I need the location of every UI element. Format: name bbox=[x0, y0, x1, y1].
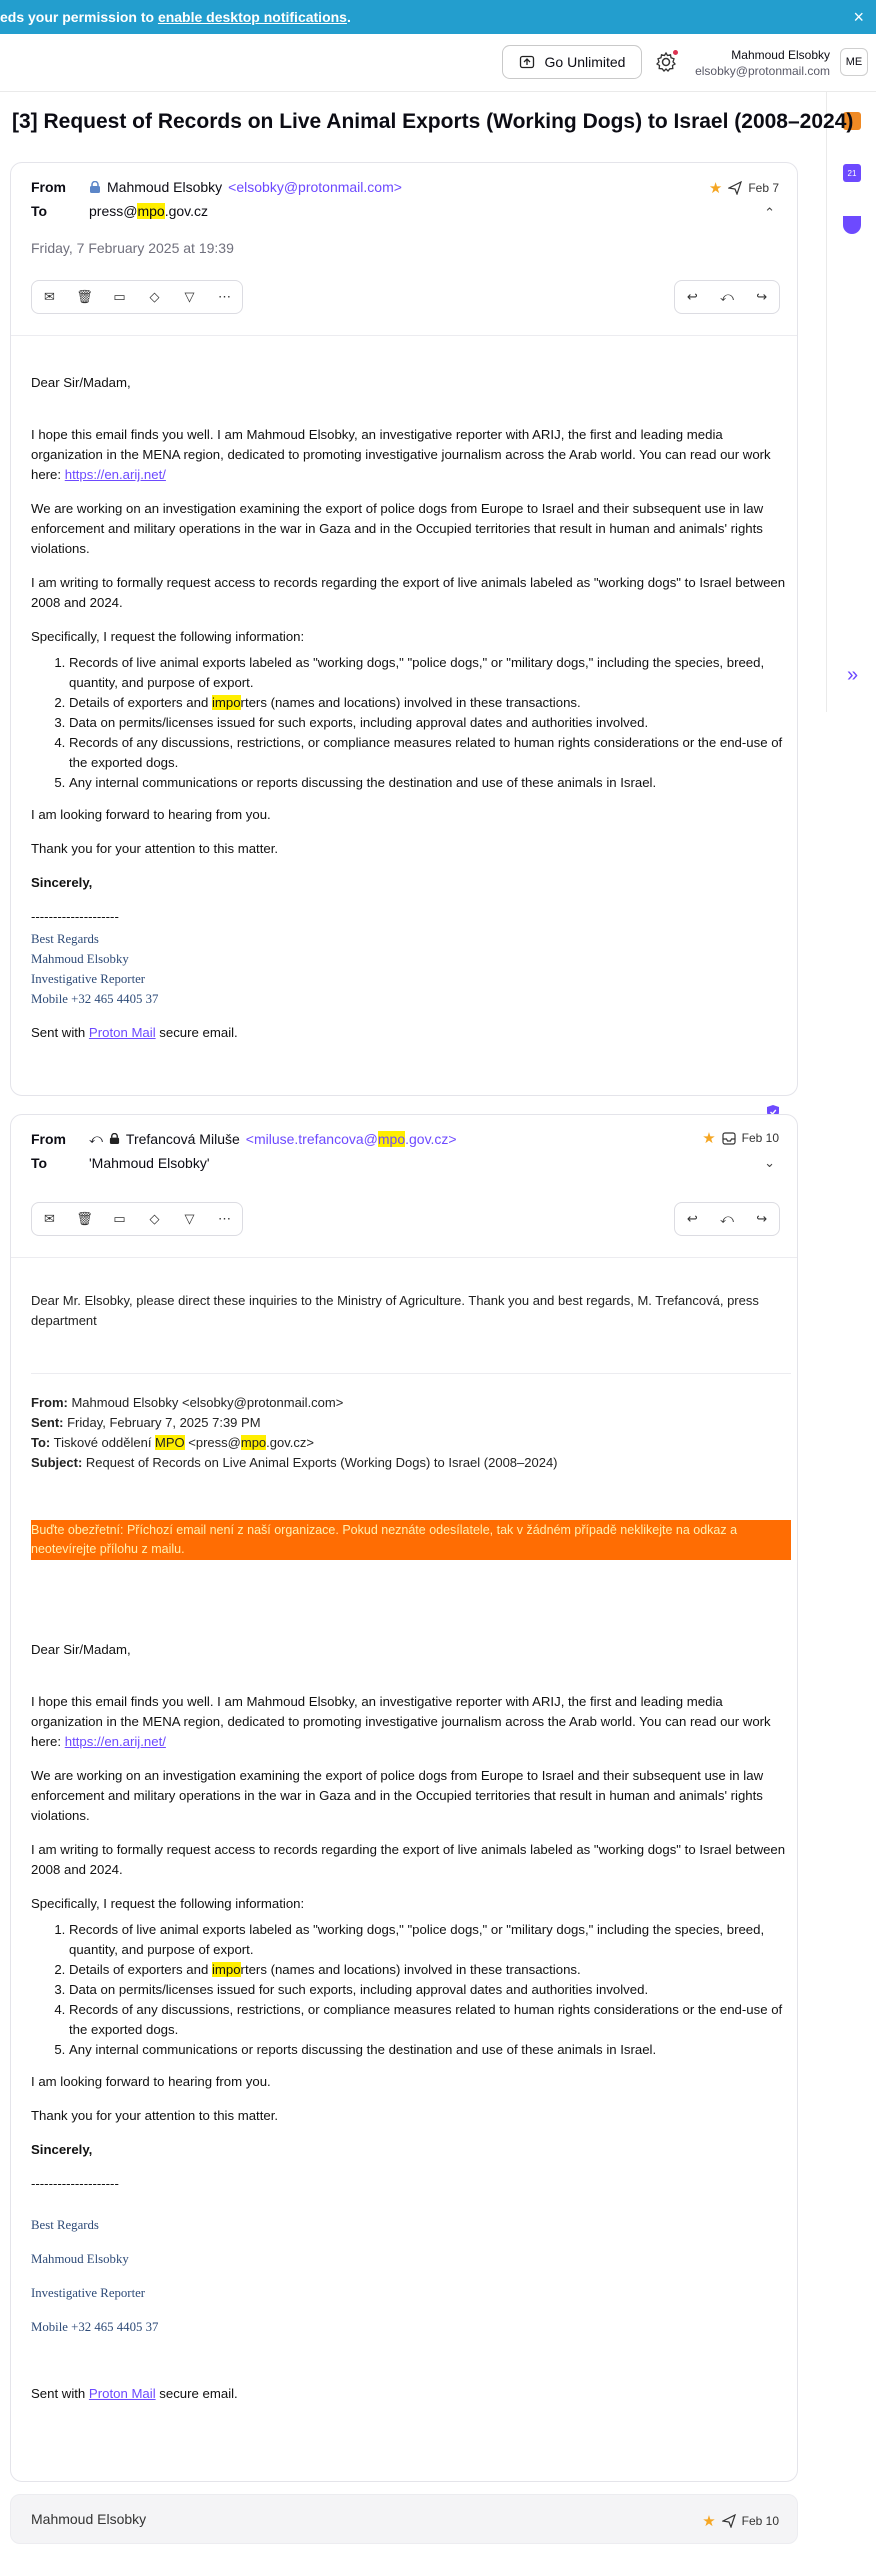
from-label: From bbox=[31, 1131, 66, 1147]
message-meta bbox=[709, 179, 779, 197]
fwd-sent-value: Friday, February 7, 2025 7:39 PM bbox=[63, 1415, 261, 1430]
signature-line: Mahmoud Elsobky bbox=[31, 952, 129, 966]
recipient-prefix: press@ bbox=[89, 203, 138, 219]
top-bar bbox=[0, 34, 876, 92]
fwd-from-value: Mahmoud Elsobky <elsobky@protonmail.com> bbox=[67, 1395, 344, 1410]
list-item: 3. Data on permits/licenses issued for such exports, including approval dates and authorities involved. bbox=[69, 1980, 791, 2000]
message-card-1 bbox=[10, 162, 798, 1096]
paragraph-looking-forward: I am looking forward to hearing from you. bbox=[31, 807, 271, 822]
external-sender-warning bbox=[31, 1520, 791, 1560]
banner-text: eds your permission to bbox=[0, 9, 158, 25]
reply-icon[interactable]: ↩ bbox=[686, 289, 698, 304]
greeting: Dear Sir/Madam, bbox=[31, 375, 131, 390]
calendar-icon[interactable]: 21 bbox=[843, 164, 861, 182]
quote-divider bbox=[31, 1373, 791, 1374]
signature-line: Mobile +32 465 4405 37 bbox=[31, 992, 159, 1006]
li2-pre: Details of exporters and bbox=[69, 695, 212, 710]
paragraph-investigation: We are working on an investigation examining the export of police dogs from Europe to Israel and their subsequent use in law enforcement and military operations in the war in Gaza and in the Occupied territories that result in human and animals' rights violations. bbox=[31, 1768, 764, 1823]
notification-banner bbox=[0, 0, 876, 34]
li2-post: rters (names and locations) involved in these transactions. bbox=[240, 1962, 581, 1977]
sent-with-pre: Sent with bbox=[31, 1025, 89, 1040]
from-row bbox=[31, 1131, 457, 1147]
avatar[interactable]: ME bbox=[840, 48, 868, 76]
filter-icon[interactable]: ▽ bbox=[184, 1211, 195, 1226]
from-label: From bbox=[31, 179, 66, 195]
go-unlimited-label: Go Unlimited bbox=[544, 54, 626, 70]
li2-pre: Details of exporters and bbox=[69, 1962, 212, 1977]
star-icon[interactable]: ★ bbox=[702, 2513, 716, 2530]
paragraph-looking-forward: I am looking forward to hearing from you. bbox=[31, 2074, 271, 2089]
lock-icon bbox=[109, 1133, 120, 1145]
search-highlight: mpo bbox=[377, 1131, 406, 1147]
sender-name: Mahmoud Elsobky bbox=[31, 2511, 147, 2527]
message-date: Feb 7 bbox=[748, 181, 779, 195]
reply-all-icon[interactable]: ⤺ bbox=[720, 1211, 734, 1226]
star-icon[interactable]: ★ bbox=[708, 180, 723, 197]
message-body bbox=[31, 373, 791, 1057]
to-row bbox=[31, 1155, 210, 1171]
greeting: Dear Sir/Madam, bbox=[31, 1642, 131, 1657]
fwd-to-post: .gov.cz> bbox=[266, 1435, 314, 1450]
reply-toolbar bbox=[674, 1202, 780, 1236]
forward-icon[interactable]: ↪ bbox=[756, 1211, 768, 1226]
arij-link[interactable]: https://en.arij.net/ bbox=[64, 467, 166, 482]
search-highlight: impo bbox=[211, 695, 241, 710]
signature-line: Investigative Reporter bbox=[31, 972, 146, 986]
trash-icon[interactable]: 🗑 bbox=[76, 1211, 93, 1226]
sent-with bbox=[31, 2384, 791, 2404]
paragraph-investigation: We are working on an investigation examining the export of police dogs from Europe to Israel and their subsequent use in law enforcement and military operations in the war in Gaza and in the Occupied territories that result in human and animals' rights violations. bbox=[31, 501, 764, 556]
to-label: To bbox=[31, 203, 48, 219]
signature-dashes: -------------------- bbox=[31, 909, 119, 924]
message-actions-toolbar bbox=[31, 1202, 243, 1236]
header-divider bbox=[11, 335, 797, 336]
forward-icon[interactable]: ↪ bbox=[756, 289, 768, 304]
signature-line: Mobile +32 465 4405 37 bbox=[31, 2320, 159, 2334]
fwd-subject bbox=[31, 1453, 791, 1473]
message-actions-toolbar bbox=[31, 280, 243, 314]
message-meta bbox=[702, 2512, 779, 2530]
proton-mail-link[interactable]: Proton Mail bbox=[88, 2386, 156, 2401]
inbox-icon bbox=[722, 1132, 736, 1145]
label-tag-icon[interactable]: ◇ bbox=[149, 1211, 160, 1226]
upgrade-icon bbox=[519, 54, 535, 70]
collapse-chevron-icon[interactable]: ⌃ bbox=[764, 205, 775, 220]
signature-dashes: -------------------- bbox=[31, 2176, 119, 2191]
sender-email-post: .gov.cz> bbox=[405, 1131, 457, 1147]
trash-icon[interactable]: 🗑 bbox=[76, 289, 93, 304]
replied-icon: ⤺ bbox=[89, 1131, 103, 1146]
message-meta bbox=[702, 1129, 779, 1147]
intro-text: I hope this email finds you well. I am Mahmoud Elsobky, an investigative reporter with ARIJ, the first and leading media organization in the MENA region, dedicated to promoting investigative journalism across the Arab world. You can read our work here: bbox=[31, 427, 771, 482]
reply-all-icon[interactable]: ⤺ bbox=[720, 289, 734, 304]
enable-notifications-link[interactable]: enable desktop notifications bbox=[157, 9, 347, 25]
vpn-shield-icon[interactable] bbox=[843, 216, 861, 234]
list-item bbox=[69, 1960, 791, 1980]
banner-suffix: . bbox=[346, 9, 351, 25]
list-item: 3. Data on permits/licenses issued for such exports, including approval dates and authorities involved. bbox=[69, 713, 791, 733]
paragraph-intro bbox=[31, 1692, 791, 1752]
collapsed-message-3[interactable] bbox=[10, 2494, 798, 2544]
list-item: 4. Records of any discussions, restrictions, or compliance measures related to human rights considerations or the end-use of the exported dogs. bbox=[69, 733, 791, 773]
sender-email-pre: <miluse.trefancova@ bbox=[245, 1131, 378, 1147]
lock-icon bbox=[89, 181, 101, 194]
sent-with bbox=[31, 1023, 791, 1043]
paragraph-request: I am writing to formally request access to records regarding the export of live animals labeled as "working dogs" to Israel between 2008 and 2024. bbox=[31, 1842, 786, 1877]
to-label: To bbox=[31, 1155, 48, 1171]
signature-block bbox=[31, 929, 791, 1009]
search-highlight: mpo bbox=[137, 203, 165, 219]
close-icon[interactable]: × bbox=[853, 7, 864, 27]
expand-sidebar-icon[interactable]: » bbox=[847, 664, 859, 686]
fwd-from bbox=[31, 1393, 791, 1413]
signature-line: Best Regards bbox=[31, 2218, 99, 2232]
move-folder-icon[interactable]: ▭ bbox=[113, 289, 126, 304]
list-item bbox=[69, 693, 791, 713]
email-subject: [3] Request of Records on Live Animal Exports (Working Dogs) to Israel (2008–2024) bbox=[12, 110, 854, 133]
more-options-icon[interactable]: ⋯ bbox=[218, 289, 231, 304]
header-divider bbox=[11, 1257, 797, 1258]
signature-line: Mahmoud Elsobky bbox=[31, 2252, 129, 2266]
search-highlight: impo bbox=[211, 1962, 241, 1977]
warning-text: Příchozí email není z naší organizace. Pokud neznáte odesílatele, tak v žádném případě neklikejte na odkaz a neotevírejte přílohu z mailu. bbox=[31, 1523, 738, 1556]
signature-line: Investigative Reporter bbox=[31, 2286, 146, 2300]
go-unlimited-button[interactable] bbox=[502, 45, 642, 79]
banner-message bbox=[0, 9, 351, 25]
sender-name[interactable]: Mahmoud Elsobky bbox=[107, 179, 223, 195]
fwd-to-label: To: bbox=[31, 1435, 51, 1450]
search-highlight: MPO bbox=[155, 1435, 185, 1450]
fwd-from-label: From: bbox=[31, 1395, 68, 1410]
expand-chevron-icon[interactable]: ⌄ bbox=[764, 1155, 775, 1170]
recipient-suffix: .gov.cz bbox=[164, 203, 208, 219]
warning-title: Buďte obezřetní: bbox=[31, 1523, 124, 1537]
quoted-message-body bbox=[31, 1640, 791, 2418]
signature-line: Best Regards bbox=[31, 932, 99, 946]
paragraph-specifically: Specifically, I request the following information: bbox=[31, 1896, 305, 1911]
star-icon[interactable]: ★ bbox=[702, 1130, 716, 1147]
mark-unread-icon[interactable]: ✉ bbox=[44, 1211, 55, 1226]
sender-email[interactable]: <elsobky@protonmail.com> bbox=[228, 179, 402, 195]
paragraph-specifically: Specifically, I request the following information: bbox=[31, 629, 305, 644]
fwd-sent-label: Sent: bbox=[31, 1415, 64, 1430]
to-row bbox=[31, 203, 208, 219]
list-item: 4. Records of any discussions, restrictions, or compliance measures related to human rights considerations or the end-use of the exported dogs. bbox=[69, 2000, 791, 2040]
message-date: Feb 10 bbox=[741, 2514, 779, 2528]
fwd-subject-value: Request of Records on Live Animal Exports (Working Dogs) to Israel (2008–2024) bbox=[82, 1455, 558, 1470]
right-rail bbox=[826, 92, 876, 712]
closing: Sincerely, bbox=[31, 875, 93, 890]
fwd-to-pre: Tiskové oddělení bbox=[50, 1435, 156, 1450]
forwarded-headers bbox=[31, 1393, 791, 1473]
request-list bbox=[31, 1920, 791, 2060]
move-folder-icon[interactable]: ▭ bbox=[113, 1211, 126, 1226]
fwd-to-mid: <press@ bbox=[184, 1435, 241, 1450]
request-list bbox=[31, 653, 791, 793]
reply-toolbar bbox=[674, 280, 780, 314]
sent-icon bbox=[728, 181, 742, 195]
recipient-name[interactable]: 'Mahmoud Elsobky' bbox=[89, 1155, 210, 1171]
sender-email[interactable] bbox=[246, 1131, 457, 1147]
mark-unread-icon[interactable]: ✉ bbox=[44, 289, 55, 304]
fwd-sent bbox=[31, 1413, 791, 1433]
user-email: elsobky@protonmail.com bbox=[695, 64, 830, 78]
signature-block bbox=[31, 2208, 791, 2344]
fwd-to bbox=[31, 1433, 791, 1453]
reply-icon[interactable]: ↩ bbox=[686, 1211, 698, 1226]
sent-with-post: secure email. bbox=[155, 2386, 238, 2401]
sender-name[interactable]: Trefancová Miluše bbox=[125, 1131, 240, 1147]
message-card-2 bbox=[10, 1114, 798, 2482]
sent-with-pre: Sent with bbox=[31, 2386, 89, 2401]
from-row bbox=[31, 179, 402, 195]
user-account[interactable] bbox=[695, 47, 830, 79]
more-options-icon[interactable]: ⋯ bbox=[218, 1211, 231, 1226]
label-tag-icon[interactable]: ◇ bbox=[149, 289, 160, 304]
notification-dot bbox=[671, 48, 680, 57]
li2-post: rters (names and locations) involved in these transactions. bbox=[240, 695, 581, 710]
list-item: 5. Any internal communications or reports discussing the destination and use of these animals in Israel. bbox=[69, 773, 791, 793]
recipient-email[interactable] bbox=[89, 203, 208, 219]
closing: Sincerely, bbox=[31, 2142, 93, 2157]
proton-mail-link[interactable]: Proton Mail bbox=[88, 1025, 156, 1040]
intro-text: I hope this email finds you well. I am Mahmoud Elsobky, an investigative reporter with ARIJ, the first and leading media organization in the MENA region, dedicated to promoting investigative journalism across the Arab world. You can read our work here: bbox=[31, 1694, 771, 1749]
paragraph-thanks: Thank you for your attention to this matter. bbox=[31, 841, 279, 856]
sent-icon bbox=[722, 2514, 736, 2528]
paragraph-thanks: Thank you for your attention to this matter. bbox=[31, 2108, 279, 2123]
user-name: Mahmoud Elsobky bbox=[731, 48, 830, 62]
list-item: 1. Records of live animal exports labeled as "working dogs," "police dogs," or "military dogs," including the species, breed, quantity, and purpose of export. bbox=[69, 653, 791, 693]
arij-link[interactable]: https://en.arij.net/ bbox=[64, 1734, 166, 1749]
filter-icon[interactable]: ▽ bbox=[184, 289, 195, 304]
message-full-date: Friday, 7 February 2025 at 19:39 bbox=[31, 240, 234, 256]
settings-gear-icon[interactable] bbox=[654, 50, 678, 74]
message-date: Feb 10 bbox=[741, 1131, 779, 1145]
paragraph-intro bbox=[31, 425, 791, 485]
reply-text: Dear Mr. Elsobky, please direct these inquiries to the Ministry of Agriculture. Thank you and best regards, M. Trefancová, press department bbox=[31, 1293, 759, 1328]
fwd-subject-label: Subject: bbox=[31, 1455, 83, 1470]
sent-with-post: secure email. bbox=[155, 1025, 238, 1040]
paragraph-request: I am writing to formally request access to records regarding the export of live animals labeled as "working dogs" to Israel between 2008 and 2024. bbox=[31, 575, 786, 610]
list-item: 5. Any internal communications or reports discussing the destination and use of these animals in Israel. bbox=[69, 2040, 791, 2060]
list-item: 1. Records of live animal exports labeled as "working dogs," "police dogs," or "military dogs," including the species, breed, quantity, and purpose of export. bbox=[69, 1920, 791, 1960]
search-highlight: mpo bbox=[240, 1435, 267, 1450]
